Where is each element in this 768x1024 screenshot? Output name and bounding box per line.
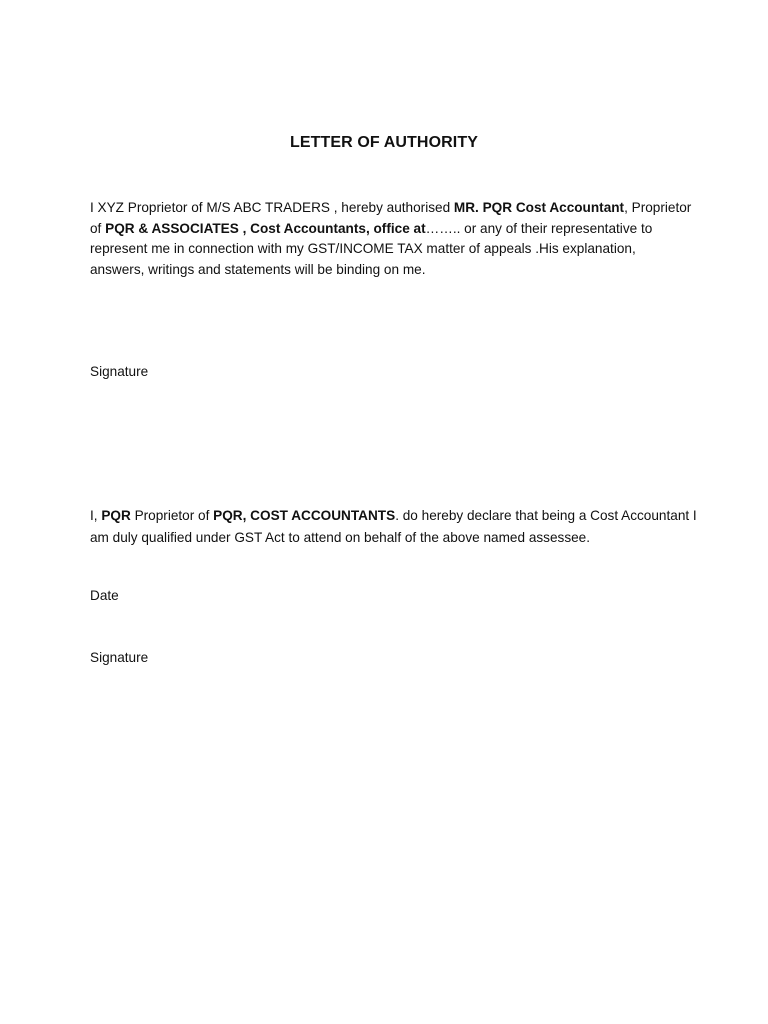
firm-name: PQR & ASSOCIATES , Cost Accountants, office at	[105, 220, 426, 236]
authority-text: of	[90, 220, 106, 236]
authority-line-2	[90, 219, 750, 240]
declaration-text: Proprietor of	[130, 508, 214, 523]
authorised-person: MR. PQR Cost Accountant	[453, 200, 625, 215]
declaration-line-1	[90, 505, 750, 527]
declaration-paragraph	[90, 505, 750, 549]
authority-text: …….. or any of their representative to	[425, 220, 653, 236]
signature-label: Signature	[90, 650, 149, 665]
signature-label: Signature	[90, 364, 149, 379]
declarant-name: PQR	[101, 508, 131, 523]
document-title: LETTER OF AUTHORITY	[290, 134, 478, 151]
declaration-line-2: am duly qualified under GST Act to attend on behalf of the above named assessee.	[90, 530, 591, 545]
authority-line-1	[90, 198, 750, 219]
authority-line-3: represent me in connection with my GST/INCOME TAX matter of appeals .His explanation,	[90, 241, 636, 256]
authority-text: , Proprietor	[624, 200, 692, 215]
authority-text: I XYZ Proprietor of M/S ABC TRADERS , hereby authorised	[90, 200, 454, 215]
declaration-text: . do hereby declare that being a Cost Accountant I	[395, 508, 697, 523]
declarant-firm: PQR, COST ACCOUNTANTS	[213, 508, 396, 523]
authority-line-4: answers, writings and statements will be binding on me.	[90, 261, 426, 277]
declaration-text: I,	[90, 508, 102, 523]
date-label: Date	[90, 588, 119, 603]
authority-paragraph	[90, 198, 750, 280]
